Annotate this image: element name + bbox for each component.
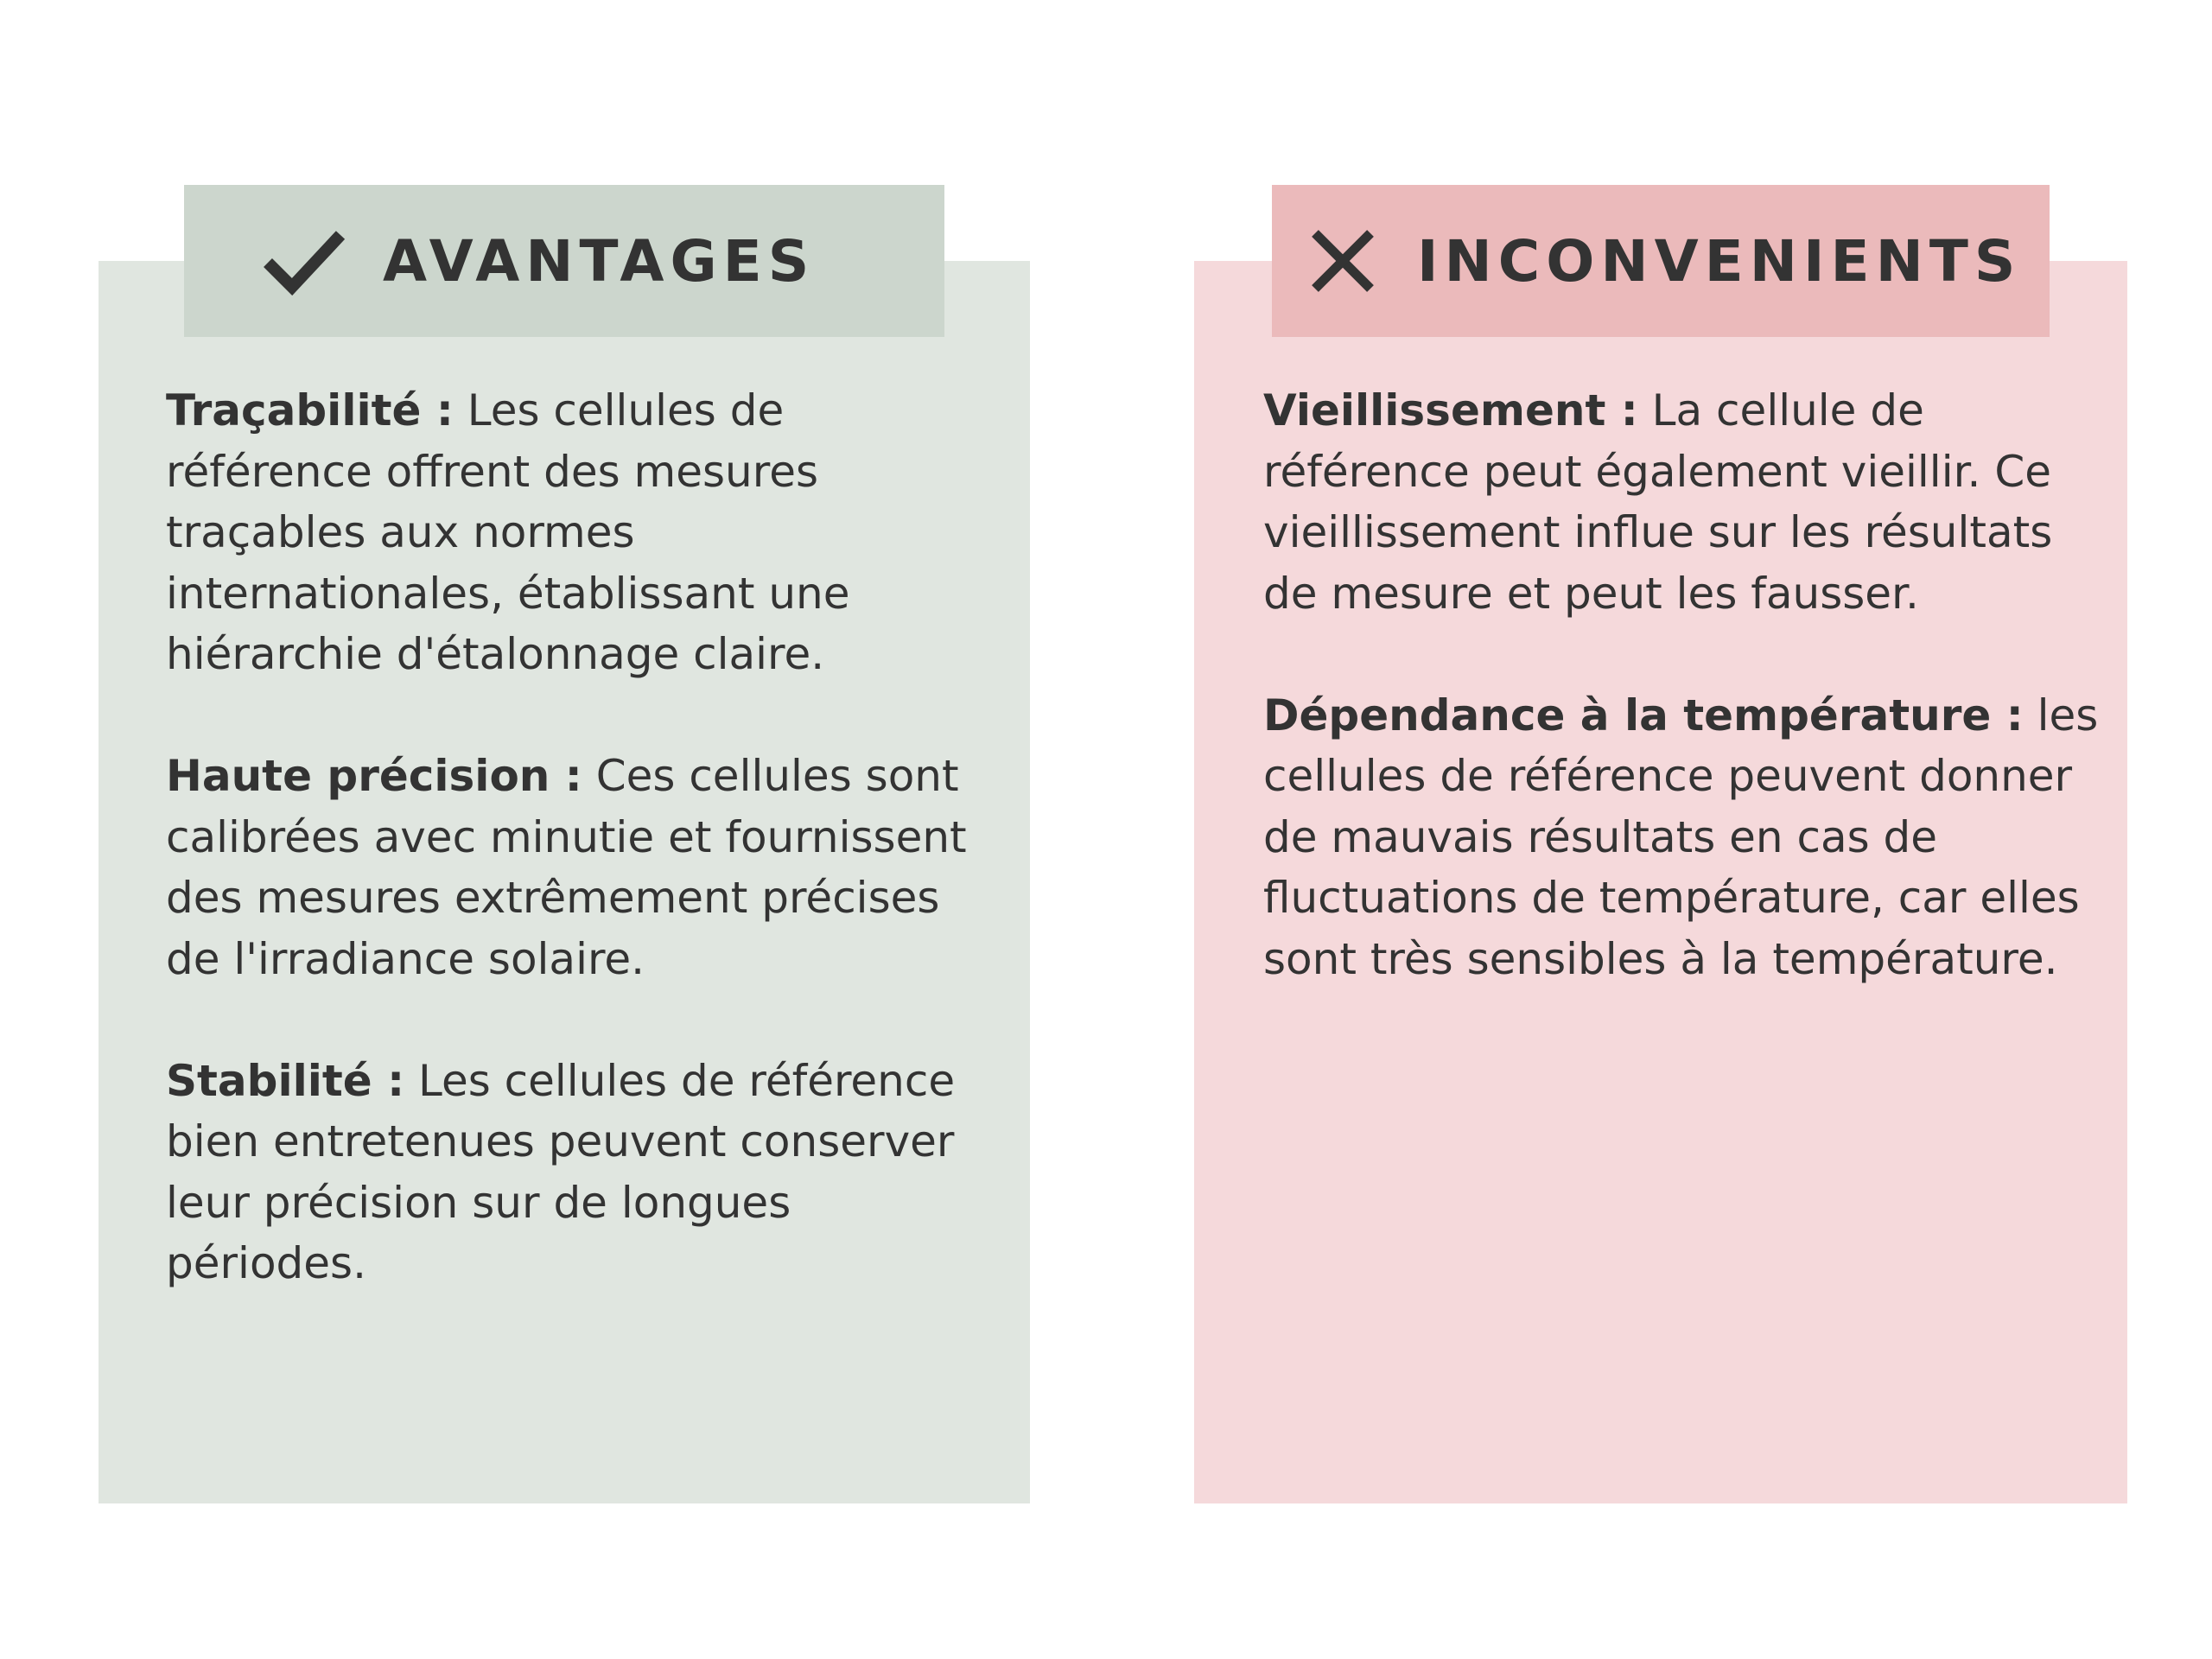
check-icon <box>257 213 352 308</box>
cross-icon <box>1306 213 1379 308</box>
avantage-text: Les cellules de référence bien entretenues peuvent conserver leur précision sur de longues périodes. <box>166 1055 956 1288</box>
avantage-item-haute-precision <box>166 746 969 989</box>
inconvenient-text: La cellule de référence peut également vieillir. Ce vieillissement influe sur les résultats de mesure et peut les fausser. <box>1263 385 2053 619</box>
inconvenient-text: les cellules de référence peuvent donner de mauvais résultats en cas de fluctuations de température, car elles sont très sensibles à la température. <box>1263 690 2099 984</box>
avantages-list <box>166 380 969 1355</box>
avantage-term: Stabilité : <box>166 1055 405 1106</box>
avantage-term: Traçabilité : <box>166 385 454 435</box>
inconvenients-title: INCONVENIENTS <box>1417 227 2022 295</box>
inconvenient-term: Dépendance à la température : <box>1263 690 2024 741</box>
inconvenients-list <box>1263 380 2110 1051</box>
inconvenient-item-dependance-temperature <box>1263 685 2110 990</box>
avantages-header <box>184 185 944 337</box>
inconvenients-header <box>1272 185 2050 337</box>
inconvenient-term: Vieillissement : <box>1263 385 1638 435</box>
avantage-text: Les cellules de référence offrent des mesures traçables aux normes internationales, établissant une hiérarchie d'étalonnage claire. <box>166 385 850 679</box>
avantage-item-tracabilite <box>166 380 969 685</box>
avantage-item-stabilite <box>166 1051 969 1294</box>
avantage-text: Ces cellules sont calibrées avec minutie et fournissent des mesures extrêmement précises de l'irradiance solaire. <box>166 751 967 984</box>
inconvenient-item-vieillissement <box>1263 380 2110 624</box>
avantages-title: AVANTAGES <box>383 227 816 295</box>
avantage-term: Haute précision : <box>166 751 582 801</box>
